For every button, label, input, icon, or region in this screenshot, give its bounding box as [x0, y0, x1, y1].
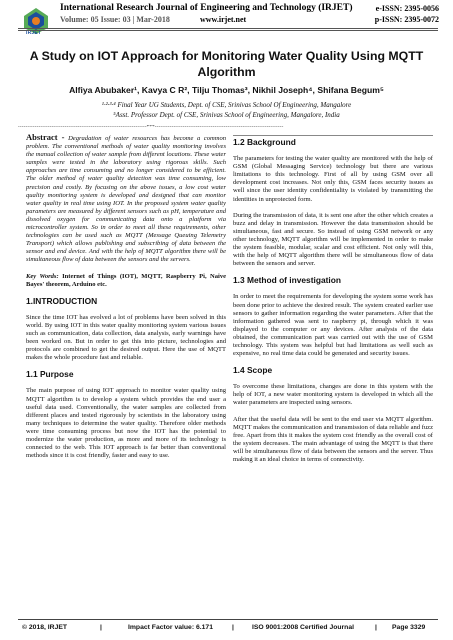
keywords-text: Internet of Things (IOT), MQTT, Raspberry Pi, Naive Bayes' theorem, Arduino etc.: [26, 272, 227, 288]
section-heading-purpose: 1.1 Purpose: [26, 369, 74, 380]
abstract-label: Abstract -: [26, 132, 65, 142]
logo-text: IRJET: [26, 30, 42, 36]
section-heading-introduction: 1.INTRODUCTION: [26, 295, 98, 306]
footer-separator: |: [375, 624, 377, 631]
footer-page-number: Page 3329: [392, 624, 426, 631]
paper-title: A Study on IOT Approach for Monitoring Water Quality Using MQTT Algorithm: [29, 49, 424, 79]
paper-authors: Alfiya Abubaker¹, Kavya C R², Tilju Thomas³, Nikhil Joseph⁴, Shifana Begum⁵: [69, 85, 384, 95]
footer-impact-factor: Impact Factor value: 6.171: [128, 624, 213, 631]
header-rule: [18, 28, 438, 29]
journal-header: [0, 0, 453, 38]
background-text-1: The parameters for testing the water quality are monitored with the help of GSM (Global Messaging Service) technology but there are various limitations to this technology. First of all by using GSM over all development cost increases. Not only this, GSM faces security issues as well since the user identity confidentiality is violated by transmitting the identities in unprotected form.: [233, 155, 433, 203]
left-column: [26, 133, 226, 468]
section-heading-scope: 1.4 Scope: [233, 365, 273, 376]
keywords-label: Key Words:: [26, 272, 59, 280]
background-text-2: During the transmission of data, it is sent one after the other which creates a buzz and delay in transmission. However the data transmission should be simultaneous, fast and secure. So instead of using GSM network or any other technology, MQTT algorithm will be implemented in order to make the system feasible, modular, scalar and cost efficient. Not only will this, with the help of MQTT algorithm there will be simultaneous flow of data between the sensors and server.: [233, 211, 433, 268]
header-rule-secondary: [18, 30, 438, 31]
separator-line: ---------------------------------------------------------------------***---------------------------------------------------------------------: [18, 125, 284, 130]
keywords: [26, 273, 226, 289]
footer-separator: |: [232, 624, 234, 631]
scope-text-2: After that the useful data will be sent to the end user via MQTT algorithm. MQTT makes the communication and transmission of data reliable and fuzz free. Apart from this it makes the system cost friendly as the overall cost of the system decreases. The main advantage of using the MQTT is that there will be simultaneous flow of data between the sensors and the server. Thus making it an ideal choice in terms of connectivity.: [233, 415, 433, 463]
purpose-text: The main purpose of using IOT approach to monitor water quality using MQTT algorithm is to develop a system which provides the end user a useful data used. Conventionally, the water samples are collected from different places and tested rigorously by scientists in the laboratory using many techniques to determine the water quality. Therefore older methods were time consuming process but now the IOT has the potential to modernize the water production, as more and more of its technology is connected to the web. This IOT approach is far better than conventional methods since it is cost friendly, faster and easy to use.: [26, 387, 226, 460]
section-heading-method: 1.3 Method of investigation: [233, 275, 341, 286]
e-issn: e-ISSN: 2395-0056: [375, 4, 439, 13]
scope-text-1: To overcome these limitations, changes are done in this system with the help of IOT, a new water monitoring system is developed in which all the water parameters are inspected using sensors.: [233, 383, 433, 407]
method-text: In order to meet the requirements for developing the system some work has been done prior to achieve the desired result. The system created earlier use sensors to gather information regarding the water parameters. After that the information gathered was sent to raspberry pi, through which it was displayed to the computer or any devices. After analysis of the data obtained, the communication part was carried out with the use of GSM technology. This system was helpful but had limitations as well such as expensive, no real time data could be generated and security issues.: [233, 293, 433, 358]
section-heading-background: 1.2 Background: [233, 137, 296, 147]
right-column: [233, 133, 433, 472]
website-link[interactable]: www.irjet.net: [200, 15, 247, 24]
footer-rule: [18, 619, 438, 620]
journal-name: International Research Journal of Engineering and Technology (IRJET): [60, 3, 353, 13]
footer-copyright: © 2018, IRJET: [22, 624, 68, 631]
p-issn: p-ISSN: 2395-0072: [374, 15, 439, 24]
affiliation-students: ¹·²·³·⁴ Final Year UG Students, Dept. of CSE, Srinivas School Of Engineering, Mangalore: [101, 101, 352, 109]
abstract: [26, 133, 226, 265]
footer-iso: ISO 9001:2008 Certified Journal: [252, 624, 354, 631]
footer-separator: |: [100, 624, 102, 631]
introduction-text: Since the time IOT has evolved a lot of problems have been solved in this world. By using IOT in this water quality monitoring system various issues such as communication, data collection, data analysis, early warnings have been worked on. But in order to get this into picture, technologies and protocols are combined to get the desired output. Here the use of MQTT makes the whole procedure fast and reliable.: [26, 313, 226, 362]
volume-issue: Volume: 05 Issue: 03 | Mar-2018: [60, 15, 170, 24]
affiliation-professor: ⁵Asst. Professor Dept. of CSE, Srinivas School of Engineering, Mangalore, India: [113, 111, 340, 119]
abstract-text: Degradation of water resources has become a common problem. The conventional methods of water quality monitoring involves the manual collection of water sample from different locations. These water samples were tested in the laboratory using rigorous skills. Such approaches are time consuming and no longer considered to be efficient. The older method of water quality detection was time consuming, low precision and costly. By focusing on the above issues, a low cost water quality monitoring system is developed and designed that can monitor water quality in real time using IOT. In the proposed system water quality parameters are measured by different sensors such as pH, temperature and dissolved oxygen for communicating data onto a platform via microcontroller system. So in order to meet all these requirements, other technologies can be used such as MQTT (Message Queuing Telemetry Transport) which allows publishing and subscribing of data between the sensor and end device. And with the help of MQTT algorithm there will be simultaneous flow of data between the sensors and the servers.: [26, 135, 226, 264]
